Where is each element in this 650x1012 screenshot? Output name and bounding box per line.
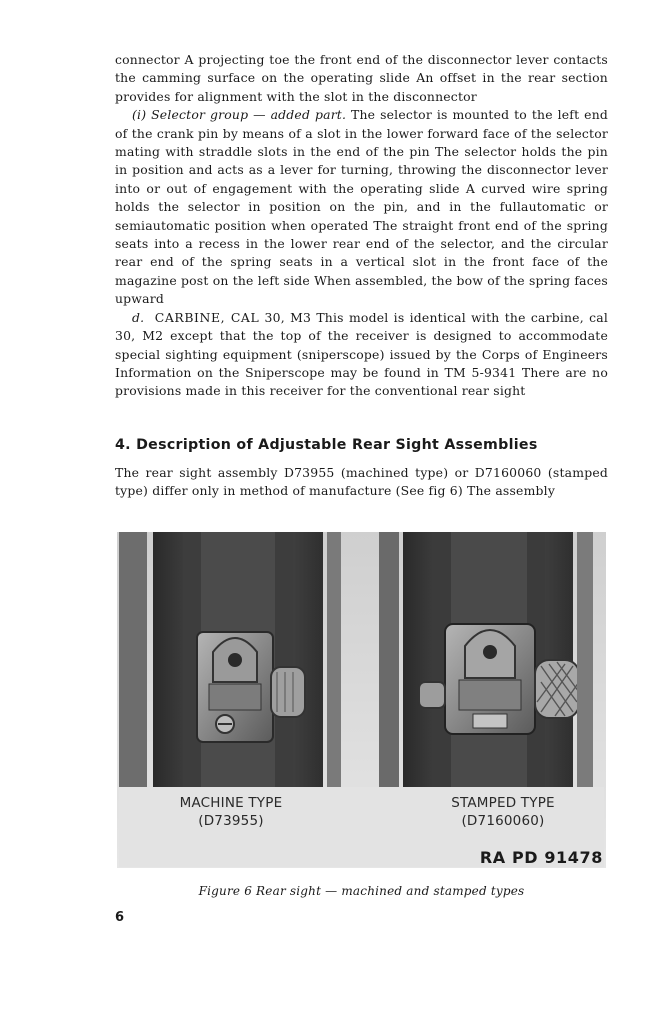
stamped-type-part-number: (D7160060) (461, 813, 545, 829)
machine-type-part-number: (D73955) (198, 813, 264, 829)
stamped-type-label (441, 794, 565, 830)
figure-caption: Figure 6 Rear sight — machined and stamped types (198, 884, 525, 898)
subsection-label: (i) Selector group — added part. (132, 107, 347, 123)
subsection-title: CARBINE, CAL (154, 309, 260, 325)
section-heading: 4. Description of Adjustable Rear Sight Assemblies (115, 437, 538, 453)
body-text-block-2 (115, 464, 608, 501)
machine-type-label (169, 794, 293, 830)
paragraph-carbine-text: 30, M3 This model is identical with the carbine, cal 30, M2 except that the top of the receiver is designed to accommodate special sighting equipment (sniperscope) issued by the Corps of Engineers Information on the Sniperscope may be found in TM 5-9341 There are no provisions made in this receiver for the conventional rear sight (115, 309, 608, 399)
stamped-type-name: STAMPED TYPE (451, 795, 555, 811)
paragraph-selector-group (115, 106, 608, 308)
machine-type-name: MACHINE TYPE (179, 795, 283, 811)
subsection-letter: d. (132, 309, 145, 325)
body-text-block (115, 51, 608, 401)
paragraph-carbine-m3 (115, 309, 608, 401)
ra-pd-number: RA PD 91478 (479, 848, 603, 867)
paragraph-connector: connector A projecting toe the front end of the disconnector lever contacts the camming surface on the operating slide An offset in the rear section provides for alignment with the slot in the disconnector (115, 52, 608, 104)
paragraph-rear-sight: The rear sight assembly D73955 (machined type) or D7160060 (stamped type) differ only in method of manufacture (See fig 6) The assembly (115, 465, 608, 499)
stamped-sight-image (379, 532, 593, 787)
paragraph-selector-text: The selector is mounted to the left end of the crank pin by means of a slot in the lower forward face of the selector mating with straddle slots in the end of the pin The selector holds the pin in position and acts as a lever for turning, throwing the disconnector lever into or out of engagement with the operating slide A curved wire spring holds the selector in position on the pin, and in the fullautomatic or semiautomatic position when operated The straight front end of the spring seats into a recess in the lower rear end of the selector, and the circular rear end of the spring seats in a vertical slot in the front face of the magazine post on the left side When assembled, the bow of the spring faces upward (115, 107, 608, 307)
figure-photo (117, 532, 606, 868)
page-number: 6 (115, 910, 125, 925)
